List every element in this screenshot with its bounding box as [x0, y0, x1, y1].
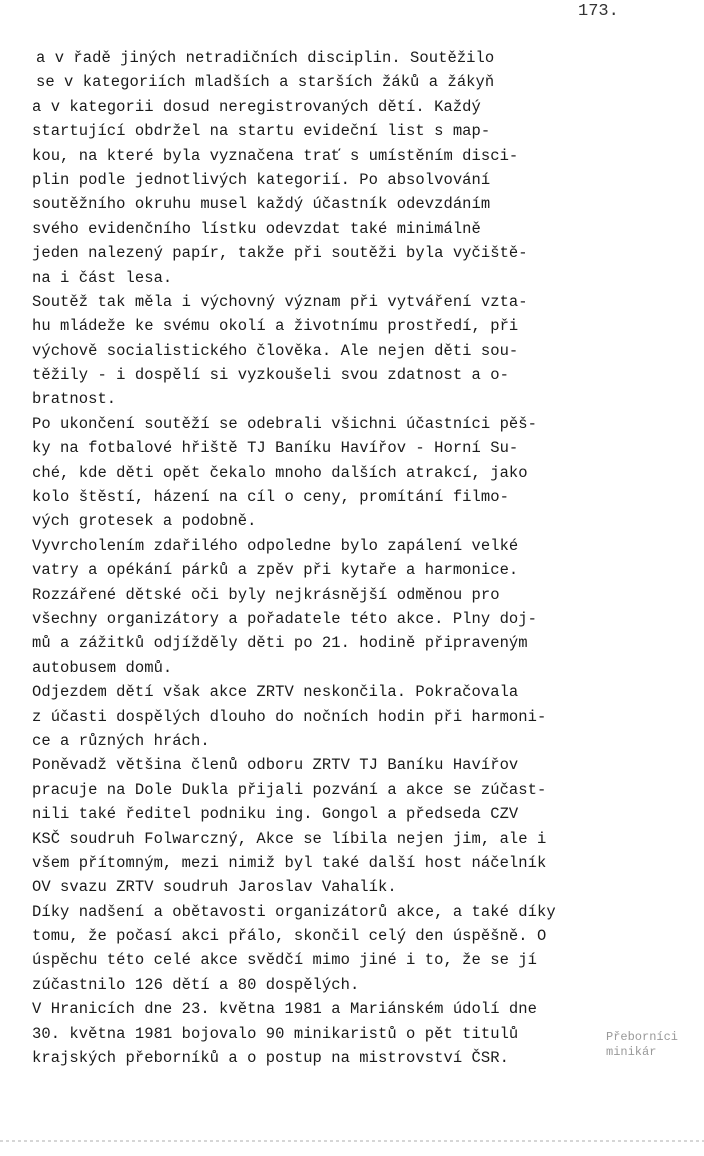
text-line: Po ukončení soutěží se odebrali všichni účastníci pěš- — [32, 414, 537, 433]
text-line: Díky nadšení a obětavosti organizátorů akce, a také díky — [32, 902, 556, 921]
text-line: startující obdržel na startu evideční list s map- — [32, 122, 491, 141]
text-line: Odjezdem dětí však akce ZRTV neskončila. Pokračovala — [32, 683, 519, 702]
text-line: se v kategoriích mladších a starších žáků a žákyň — [36, 73, 495, 92]
text-line: ché, kde děti opět čekalo mnoho dalších atrakcí, jako — [32, 463, 528, 482]
text-line: Poněvadž většina členů odboru ZRTV TJ Baníku Havířov — [32, 756, 519, 775]
text-line: všem přítomným, mezi nimiž byl také další host náčelník — [32, 853, 547, 872]
text-line: výchově socialistického člověka. Ale nejen děti sou- — [32, 341, 519, 360]
text-line: plin podle jednotlivých kategorií. Po absolvování — [32, 170, 491, 189]
text-line: těžily - i dospělí si vyzkoušeli svou zdatnost a o- — [32, 366, 509, 385]
text-line: tomu, že počasí akci přálo, skončil celý den úspěšně. O — [32, 927, 547, 946]
text-line: autobusem domů. — [32, 658, 173, 677]
text-line: nili také ředitel podniku ing. Gongol a předseda CZV — [32, 805, 519, 824]
text-line: pracuje na Dole Dukla přijali pozvání a akce se zúčast- — [32, 780, 547, 799]
text-line: bratnost. — [32, 390, 117, 409]
page-number: 173. — [578, 2, 619, 21]
text-line: ce a různých hrách. — [32, 731, 210, 750]
text-line: V Hranicích dne 23. května 1981 a Mariánském údolí dne — [32, 1000, 537, 1019]
text-line: Vyvrcholením zdařilého odpoledne bylo zapálení velké — [32, 536, 519, 555]
text-line: Soutěž tak měla i výchovný význam při vytváření vzta- — [32, 292, 528, 311]
text-line: kolo štěstí, házení na cíl o ceny, promítání filmo- — [32, 488, 509, 507]
text-line: kou, na které byla vyznačena trať s umístěním disci- — [32, 146, 519, 165]
text-line: a v kategorii dosud neregistrovaných dětí. Každý — [32, 97, 481, 116]
text-line: úspěchu této celé akce svědčí mimo jiné i to, že se jí — [32, 951, 537, 970]
text-line: ky na fotbalové hřiště TJ Baníku Havířov - Horní Su- — [32, 439, 519, 458]
text-line: vých grotesek a podobně. — [32, 512, 257, 531]
text-line: na i část lesa. — [32, 268, 173, 287]
text-line: zúčastnilo 126 dětí a 80 dospělých. — [32, 975, 360, 994]
text-line: vatry a opékání párků a zpěv při kytaře a harmonice. — [32, 561, 519, 580]
margin-note: Přeborníci minikár — [606, 1030, 679, 1059]
text-line: mů a zážitků odjížděly děti po 21. hodině připraveným — [32, 634, 528, 653]
text-line: OV svazu ZRTV soudruh Jaroslav Vahalík. — [32, 878, 397, 897]
text-line: Rozzářené dětské oči byly nejkrásnější odměnou pro — [32, 585, 500, 604]
typewritten-text-body — [32, 46, 592, 1070]
text-line: soutěžního okruhu musel každý účastník odevzdáním — [32, 195, 491, 214]
text-line: 30. května 1981 bojovalo 90 minikaristů o pět titulů — [32, 1024, 519, 1043]
text-line: KSČ soudruh Folwarczný, Akce se líbila nejen jim, ale i — [32, 829, 547, 848]
text-line: jeden nalezený papír, takže při soutěži byla vyčiště- — [32, 244, 528, 263]
scan-edge-divider — [0, 1140, 704, 1142]
text-line: krajských přeborníků a o postup na mistrovství ČSR. — [32, 1049, 509, 1068]
text-line: svého evidenčního lístku odevzdat také minimálně — [32, 219, 481, 238]
text-line: hu mládeže ke svému okolí a životnímu prostředí, při — [32, 317, 519, 336]
text-line: a v řadě jiných netradičních disciplin. Soutěžilo — [36, 49, 495, 67]
text-line: všechny organizátory a pořadatele této akce. Plny doj- — [32, 609, 537, 628]
text-line: z účasti dospělých dlouho do nočních hodin při harmoni- — [32, 707, 547, 726]
